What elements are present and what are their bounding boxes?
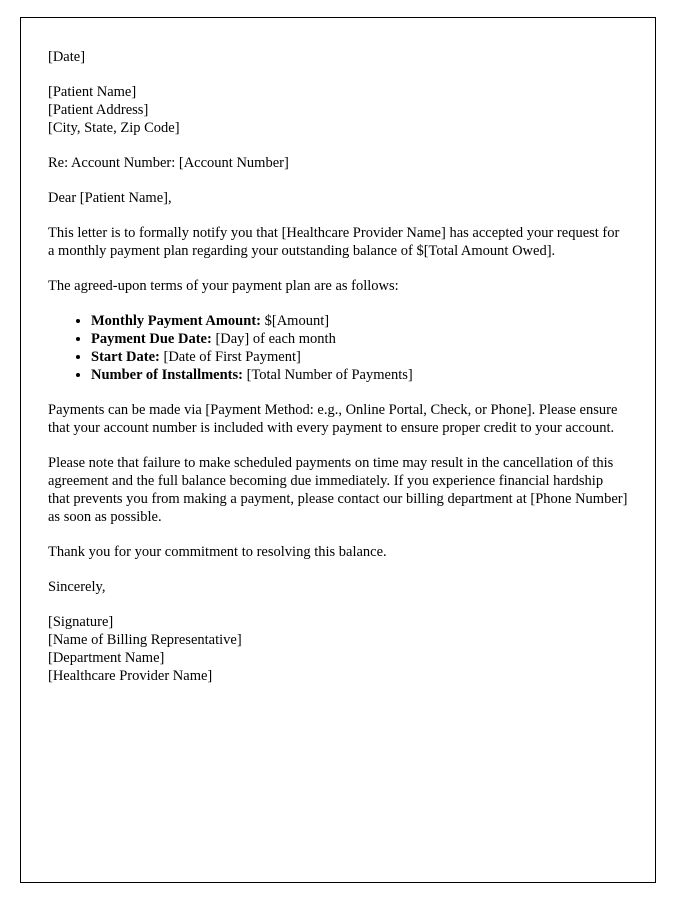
term-value: $[Amount] xyxy=(260,313,330,329)
term-number-of-installments xyxy=(91,366,628,384)
closing-line: Sincerely, xyxy=(48,579,106,595)
payment-terms-list xyxy=(48,312,628,384)
term-label: Start Date: xyxy=(91,349,160,365)
failure-notice-paragraph: Please note that failure to make scheduled payments on time may result in the cancellation of this agreement and the full balance becoming due immediately. If you experience financial hardship that prevents you from making a payment, please contact our billing department at [Phone Number] as soon as possible. xyxy=(48,455,628,525)
date-line: [Date] xyxy=(48,49,86,65)
term-value: [Date of First Payment] xyxy=(159,349,301,365)
subject-line: Re: Account Number: [Account Number] xyxy=(48,155,289,171)
recipient-city-state-zip-line: [City, State, Zip Code] xyxy=(48,120,180,136)
term-label: Number of Installments: xyxy=(91,367,243,383)
letter-page xyxy=(20,17,656,883)
term-value: [Total Number of Payments] xyxy=(242,367,413,383)
letter-body xyxy=(48,48,628,685)
thanks-paragraph: Thank you for your commitment to resolving this balance. xyxy=(48,544,387,560)
intro-paragraph: This letter is to formally notify you that [Healthcare Provider Name] has accepted your request for a monthly payment plan regarding your outstanding balance of $[Total Amount Owed]. xyxy=(48,225,620,259)
signer-name-line: [Name of Billing Representative] xyxy=(48,632,242,648)
recipient-address-line: [Patient Address] xyxy=(48,102,149,118)
term-payment-due-date xyxy=(91,330,628,348)
recipient-name-line: [Patient Name] xyxy=(48,84,137,100)
terms-lead-paragraph: The agreed-upon terms of your payment plan are as follows: xyxy=(48,278,399,294)
department-line: [Department Name] xyxy=(48,650,165,666)
term-monthly-payment-amount xyxy=(91,312,628,330)
salutation: Dear [Patient Name], xyxy=(48,190,172,206)
payment-method-paragraph: Payments can be made via [Payment Method: e.g., Online Portal, Check, or Phone]. Please ensure that your account number is included with every payment to ensure proper credit to your account. xyxy=(48,402,618,436)
term-start-date xyxy=(91,348,628,366)
signature-line: [Signature] xyxy=(48,614,114,630)
term-value: [Day] of each month xyxy=(211,331,336,347)
provider-name-line: [Healthcare Provider Name] xyxy=(48,668,213,684)
recipient-address-block xyxy=(48,83,628,137)
term-label: Payment Due Date: xyxy=(91,331,212,347)
term-label: Monthly Payment Amount: xyxy=(91,313,261,329)
signature-block xyxy=(48,613,628,685)
